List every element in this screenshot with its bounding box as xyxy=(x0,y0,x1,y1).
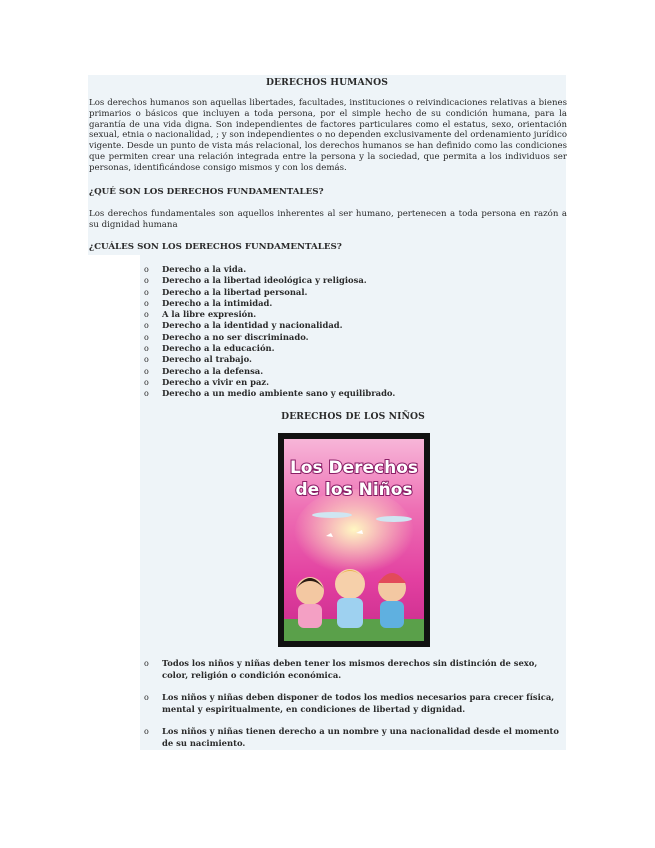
list-item: o Derecho a vivir en paz. xyxy=(144,377,395,388)
list-item: o Derecho a la intimidad. xyxy=(144,298,395,309)
list-item: o Derecho a la educación. xyxy=(144,343,395,354)
page-title: DERECHOS HUMANOS xyxy=(265,77,389,88)
list-item: o A la libre expresión. xyxy=(144,309,395,320)
cloud-icon xyxy=(312,512,352,518)
cover-title-line-1: Los Derechos xyxy=(289,458,419,478)
list-item: o Derecho a la libertad ideológica y religiosa. xyxy=(144,275,395,286)
list-item: o Todos los niños y niñas deben tener los mismos derechos sin distinción de sexo, color, religión o condición económica. xyxy=(144,658,564,681)
kids-section-title: DERECHOS DE LOS NIÑOS xyxy=(281,411,425,422)
child-figure-icon xyxy=(296,577,324,605)
list-item: o Derecho a no ser discriminado. xyxy=(144,332,395,343)
book-cover-illustration xyxy=(284,439,424,641)
cover-title-line-2: de los Niños xyxy=(295,480,413,500)
child-figure-icon xyxy=(335,569,365,599)
list-item: o Los niños y niñas tienen derecho a un nombre y una nacionalidad desde el momento de su nacimiento. xyxy=(144,726,564,749)
list-item: o Derecho a un medio ambiente sano y equilibrado. xyxy=(144,388,395,399)
rights-list xyxy=(144,264,395,400)
list-item: o Derecho al trabajo. xyxy=(144,354,395,365)
kids-rights-list xyxy=(144,658,564,761)
list-item: o Derecho a la identidad y nacionalidad. xyxy=(144,320,395,331)
list-item: o Derecho a la vida. xyxy=(144,264,395,275)
answer-paragraph-1: Los derechos fundamentales son aquellos inherentes al ser humano, pertenecen a toda persona en razón a su dignidad humana xyxy=(89,209,567,230)
list-item: o Derecho a la defensa. xyxy=(144,366,395,377)
cloud-icon xyxy=(376,516,412,522)
list-item: o Derecho a la libertad personal. xyxy=(144,287,395,298)
question-heading-2: ¿CUÁLES SON LOS DERECHOS FUNDAMENTALES? xyxy=(89,242,342,252)
intro-paragraph: Los derechos humanos son aquellas libertades, facultades, instituciones o reivindicaciones relativas a bienes primarios o básicos que incluyen a toda persona, por el simple hecho de su condición humana, para la garantía de una vida digna. Son independientes de factores particulares como el estatus, sexo, orientación sexual, etnia o nacionalidad, ; y son independientes o no dependen exclusivamente del ordenamiento jurídico vigente. Desde un punto de vista más relacional, los derechos humanos se han definido como las condiciones que permiten crear una relación integrada entre la persona y la sociedad, que permita a los individuos ser personas, identificándose consigo mismos y con los demás. xyxy=(89,98,567,173)
list-item: o Los niños y niñas deben disponer de todos los medios necesarios para crecer física, mental y espiritualmente, en condiciones de libertad y dignidad. xyxy=(144,692,564,715)
question-heading-1: ¿QUÉ SON LOS DERECHOS FUNDAMENTALES? xyxy=(89,187,324,197)
book-cover-image xyxy=(278,433,430,647)
